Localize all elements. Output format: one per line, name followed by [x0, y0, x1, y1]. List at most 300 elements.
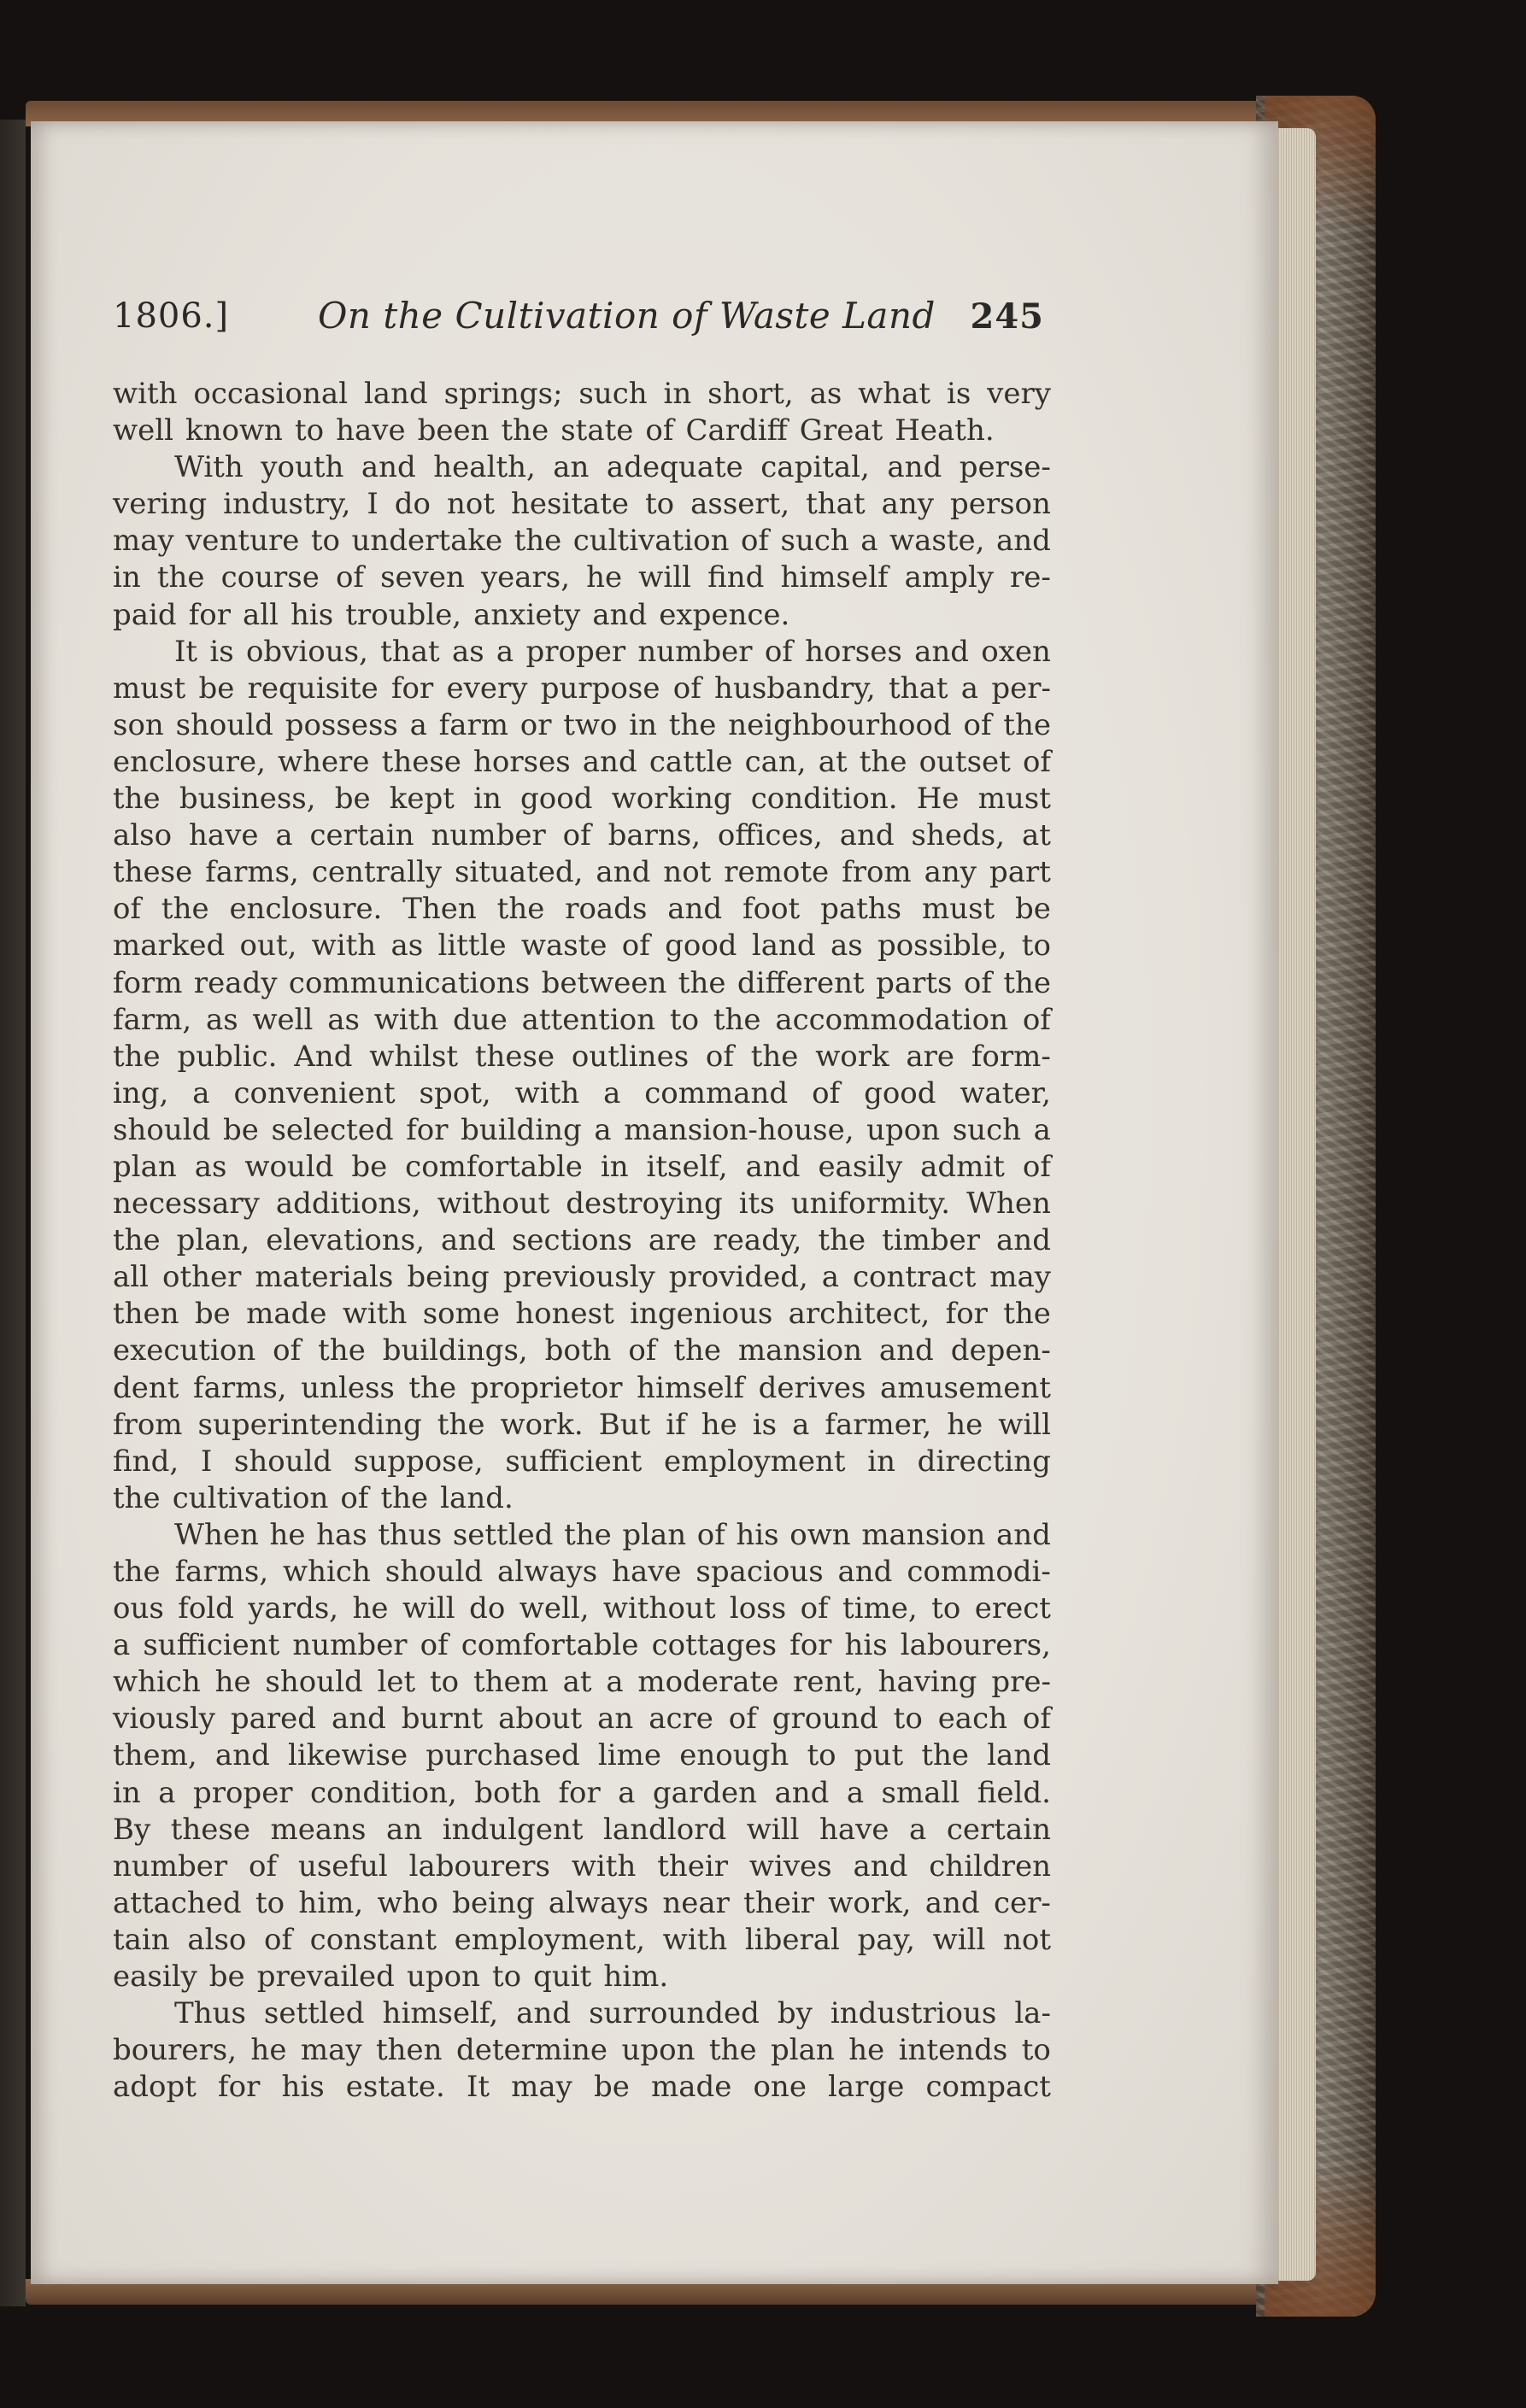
word: form- [971, 1039, 1051, 1074]
word: may [511, 2070, 572, 2105]
word: health, [433, 450, 536, 485]
word: derives [758, 1370, 866, 1405]
word: additions, [275, 1186, 421, 1222]
word: have [819, 1812, 889, 1847]
word: of [812, 1075, 841, 1110]
word: enclosure, [113, 744, 266, 779]
word: spot, [419, 1075, 491, 1110]
word: with [571, 1848, 637, 1884]
word: Then [402, 892, 477, 927]
word: he [214, 1665, 251, 1700]
word: to [310, 524, 340, 559]
word: waste [520, 929, 607, 964]
text-line [113, 1333, 1051, 1369]
word: offices, [717, 818, 823, 853]
word: ing, [113, 1075, 169, 1110]
word: must [113, 671, 186, 706]
word: that [806, 487, 866, 522]
word: children [929, 1848, 1051, 1884]
word: at [818, 744, 848, 779]
word: some [422, 1297, 500, 1332]
text-line [113, 671, 1051, 707]
word: without [602, 1591, 716, 1626]
word: well [113, 413, 173, 448]
text-line [113, 1627, 1051, 1664]
word: I [367, 487, 379, 522]
word: destroying [566, 1186, 723, 1222]
text-line [113, 1701, 1051, 1737]
word: for [945, 1297, 988, 1332]
word: trouble, [345, 597, 462, 632]
word: of [764, 634, 793, 669]
word: the [713, 1002, 761, 1037]
text-line [113, 1259, 1051, 1296]
text-line [113, 2032, 1051, 2069]
word: industry, [223, 487, 351, 522]
word: compact [925, 2070, 1051, 2105]
word: always [548, 1885, 649, 1920]
word: between [541, 965, 667, 1000]
word: him. [603, 1960, 669, 1995]
word: yards, [248, 1591, 339, 1626]
word: spacious [696, 1555, 824, 1589]
word: the [408, 1370, 457, 1405]
word: husbandry, [714, 671, 876, 706]
word: for [188, 597, 231, 632]
word: pre- [991, 1665, 1051, 1700]
word: at [1021, 818, 1051, 853]
word: ready [193, 965, 278, 1000]
word: of [1022, 1149, 1051, 1184]
word: the [708, 2033, 757, 2068]
word: the [1003, 965, 1051, 1000]
word: land [751, 929, 816, 964]
word: useful [297, 1848, 388, 1884]
word: being [452, 1885, 535, 1920]
word: itself, [646, 1149, 728, 1184]
word: good [665, 929, 737, 964]
word: tain [113, 1922, 170, 1957]
word: the [859, 744, 907, 779]
word: find, [113, 1444, 179, 1479]
word: been [417, 413, 490, 448]
word: well, [519, 1591, 590, 1626]
word: then [375, 2033, 443, 2068]
word: the [113, 1480, 161, 1515]
word: the [1003, 1297, 1051, 1332]
word: number [292, 1628, 408, 1663]
word: superintending [197, 1407, 422, 1442]
word: the [921, 1738, 969, 1773]
word: and [582, 744, 637, 779]
word: expence. [659, 597, 790, 632]
word: Great [799, 413, 883, 448]
word: the [318, 1333, 366, 1368]
word: such [780, 524, 849, 559]
word: the [113, 1555, 161, 1589]
word: obvious, [245, 634, 368, 669]
word: the [564, 1517, 612, 1552]
word: materials [255, 1260, 394, 1295]
word: hesitate [510, 487, 630, 522]
word: convenient [233, 1075, 396, 1110]
word: of [1022, 744, 1051, 779]
word: comfortable [405, 1149, 583, 1184]
binding-strip [0, 120, 26, 2306]
word: land [987, 1738, 1051, 1773]
word: ous [113, 1591, 164, 1626]
word: with [311, 929, 377, 964]
word: in [663, 377, 692, 411]
word: will [932, 1922, 986, 1957]
text-line [113, 1186, 1051, 1222]
word: of [113, 892, 142, 927]
word: working [611, 782, 732, 817]
word: land [363, 377, 428, 411]
word: which [283, 1555, 371, 1589]
word: land. [440, 1480, 514, 1515]
word: own [789, 1517, 851, 1552]
word: their [657, 1848, 729, 1884]
word: part [989, 855, 1051, 890]
word: and [887, 450, 942, 485]
word: should [265, 1665, 363, 1700]
word: find [707, 560, 765, 595]
word: loss [729, 1591, 787, 1626]
text-line [113, 1370, 1051, 1407]
word: business, [179, 782, 316, 817]
word: adequate [606, 450, 743, 485]
word: in [867, 1444, 895, 1479]
word: small [881, 1775, 960, 1810]
word: When [966, 1186, 1051, 1222]
word: also [113, 818, 173, 853]
word: uniformity. [790, 1186, 951, 1222]
word: them, [113, 1738, 197, 1773]
word: number [431, 818, 546, 853]
word: estate. [345, 2070, 445, 2105]
word: any [881, 487, 934, 522]
word: selected [271, 1112, 394, 1147]
word: be [1015, 892, 1051, 927]
text-line [113, 817, 1051, 854]
word: his [844, 1628, 888, 1663]
text-line [113, 1591, 1051, 1627]
word: these [474, 1039, 555, 1074]
text-line [113, 928, 1051, 964]
text-line [113, 1885, 1051, 1922]
word: in [629, 707, 657, 742]
word: the [113, 782, 161, 817]
word: of [335, 560, 364, 595]
word: intends [898, 2033, 1008, 2068]
word: in [473, 782, 502, 817]
word: vering [113, 487, 208, 522]
text-line [113, 413, 1051, 449]
word: communications [288, 965, 531, 1000]
word: farms, [205, 855, 299, 890]
word: possible, [877, 929, 1007, 964]
word: prevailed [256, 1960, 395, 1995]
word: plan [770, 2033, 835, 2068]
word: as [451, 634, 484, 669]
word: farm, [113, 1002, 192, 1037]
word: and [924, 1885, 980, 1920]
word: the [380, 1480, 429, 1515]
word: means [270, 1812, 367, 1847]
text-line [113, 1002, 1051, 1039]
word: dent [113, 1370, 179, 1405]
word: where [278, 744, 370, 779]
word: as [830, 929, 863, 964]
word: who [377, 1885, 438, 1920]
word: Heath. [895, 413, 995, 448]
word: execution [113, 1333, 256, 1368]
word: comfortable [461, 1628, 639, 1663]
word: about [498, 1702, 583, 1737]
word: condition, [310, 1775, 457, 1810]
word: liberal [744, 1922, 840, 1957]
word: of [249, 1848, 278, 1884]
word: of [1022, 1702, 1051, 1737]
word: such [578, 377, 648, 411]
word: la- [1014, 1996, 1051, 2031]
word: quit [533, 1960, 592, 1995]
text-line [113, 1444, 1051, 1480]
word: a [821, 1260, 840, 1295]
word: is [752, 1407, 778, 1442]
word: garden [652, 1775, 757, 1810]
word: do [469, 1591, 506, 1626]
word: should [113, 1112, 211, 1147]
word: as [194, 1149, 227, 1184]
word: a [1033, 1112, 1051, 1147]
word: upon [621, 2033, 696, 2068]
word: viously [113, 1702, 215, 1737]
word: also [187, 1922, 247, 1957]
word: be [222, 1112, 259, 1147]
word: suppose, [353, 1444, 484, 1479]
header-title: On the Cultivation of Waste Land [318, 295, 936, 337]
word: previously [502, 1260, 655, 1295]
word: of [963, 965, 992, 1000]
word: lime [597, 1738, 662, 1773]
word: an [386, 1812, 423, 1847]
word: moderate [637, 1665, 779, 1700]
word: cer- [993, 1885, 1051, 1920]
word: to [430, 1665, 460, 1700]
word: elevations, [266, 1223, 426, 1258]
word: which [113, 1665, 201, 1700]
word: as [390, 929, 424, 964]
word: all [243, 597, 279, 632]
word: employment [663, 1444, 846, 1479]
word: of [273, 1333, 302, 1368]
word: a [618, 1775, 636, 1810]
word: the [750, 1039, 799, 1074]
word: sections [511, 1223, 632, 1258]
word: attached [113, 1885, 242, 1920]
word: different [737, 965, 865, 1000]
word: these [381, 744, 461, 779]
word: of [963, 707, 992, 742]
word: that [380, 634, 440, 669]
word: his [736, 1517, 779, 1552]
word: every [446, 671, 528, 706]
word: outset [919, 744, 1011, 779]
word: occasional [193, 377, 349, 411]
word: number [113, 1848, 228, 1884]
word: farms, [174, 1555, 269, 1589]
word: will [998, 1407, 1051, 1442]
word: an [553, 450, 590, 485]
text-line [113, 1149, 1051, 1186]
word: being [407, 1260, 490, 1295]
word: are [906, 1039, 955, 1074]
word: horses [805, 634, 902, 669]
word: to [645, 487, 675, 522]
word: provided, [668, 1260, 808, 1295]
word: mansion-house, [624, 1112, 854, 1147]
word: plan [113, 1149, 177, 1184]
word: to [1021, 2033, 1051, 2068]
word: When [174, 1517, 259, 1552]
word: and [996, 1517, 1051, 1552]
word: purpose [540, 671, 660, 706]
word: attention [521, 1002, 656, 1037]
word: and [596, 855, 651, 890]
word: of [621, 929, 650, 964]
word: thus [378, 1517, 443, 1552]
word: sufficient [143, 1628, 280, 1663]
word: employment, [454, 1922, 646, 1957]
word: proprietor [470, 1370, 623, 1405]
word: should [384, 1555, 484, 1589]
word: and [914, 634, 969, 669]
word: a [909, 1812, 927, 1847]
word: and [745, 1149, 801, 1184]
word: large [828, 2070, 905, 2105]
word: good [520, 782, 593, 817]
word: in [113, 1775, 141, 1810]
word: has [316, 1517, 367, 1552]
text-line [113, 560, 1051, 596]
word: industrious [830, 1996, 997, 2031]
word: enough [679, 1738, 789, 1773]
word: as [809, 377, 842, 411]
word: short, [707, 377, 794, 411]
word: he [352, 1591, 389, 1626]
word: for [218, 2070, 261, 2105]
word: have [612, 1555, 682, 1589]
word: may [989, 1260, 1051, 1295]
word: By [113, 1812, 151, 1847]
word: accommodation [775, 1002, 1009, 1037]
word: a [846, 1775, 865, 1810]
word: and [214, 1738, 270, 1773]
word: a [113, 1628, 131, 1663]
word: near [662, 1885, 730, 1920]
text-line [113, 1112, 1051, 1149]
word: that [889, 671, 948, 706]
word: plan, [176, 1223, 250, 1258]
word: should [233, 1444, 332, 1479]
word: springs; [443, 377, 563, 411]
word: cottages [651, 1628, 778, 1663]
word: must [977, 782, 1051, 817]
text-line [113, 1222, 1051, 1259]
word: parts [876, 965, 953, 1000]
word: be [334, 782, 371, 817]
word: are [648, 1223, 697, 1258]
text-line [113, 1922, 1051, 1959]
word: would [244, 1149, 334, 1184]
word: acre [649, 1702, 713, 1737]
text-line [113, 1296, 1051, 1333]
word: paths [820, 892, 902, 927]
word: he [947, 1407, 983, 1442]
word: indulgent [442, 1812, 584, 1847]
word: condition. [750, 782, 898, 817]
word: them [472, 1665, 549, 1700]
text-line [113, 1995, 1051, 2032]
word: With [174, 450, 244, 485]
word: likewise [288, 1738, 408, 1773]
word: of [705, 1039, 734, 1074]
word: himself, [382, 1996, 499, 2031]
word: situated, [454, 855, 584, 890]
word: if [666, 1407, 686, 1442]
word: he [586, 560, 623, 595]
word: anxiety [473, 597, 581, 632]
running-header [113, 295, 1044, 346]
word: easily [818, 1149, 903, 1184]
word: of [1022, 1002, 1051, 1037]
word: the [678, 965, 726, 1000]
word: landlord [603, 1812, 727, 1847]
text-line [113, 376, 1051, 413]
word: work. [500, 1407, 584, 1442]
word: requisite [247, 671, 379, 706]
word: be [351, 1149, 388, 1184]
word: number [637, 634, 753, 669]
word: their [743, 1885, 814, 1920]
text-line [113, 486, 1051, 523]
word: to [669, 1002, 700, 1037]
word: all [113, 1260, 150, 1295]
word: and [878, 1333, 934, 1368]
word: fold [178, 1591, 234, 1626]
word: the [514, 524, 562, 559]
word: farm [438, 707, 508, 742]
word: or [519, 707, 552, 742]
word: certain [946, 1812, 1051, 1847]
word: mansion [861, 1517, 986, 1552]
word: a [860, 524, 878, 559]
word: enclosure. [229, 892, 383, 927]
word: of [728, 1702, 757, 1737]
word: having [877, 1665, 977, 1700]
word: seven [380, 560, 465, 595]
text-line [113, 1664, 1051, 1701]
word: depen- [950, 1333, 1051, 1368]
word: venture [185, 524, 300, 559]
word: of [562, 818, 591, 853]
word: put [854, 1738, 904, 1773]
word: cultivation [572, 524, 730, 559]
word: Cardiff [685, 413, 788, 448]
word: purchased [426, 1738, 580, 1773]
